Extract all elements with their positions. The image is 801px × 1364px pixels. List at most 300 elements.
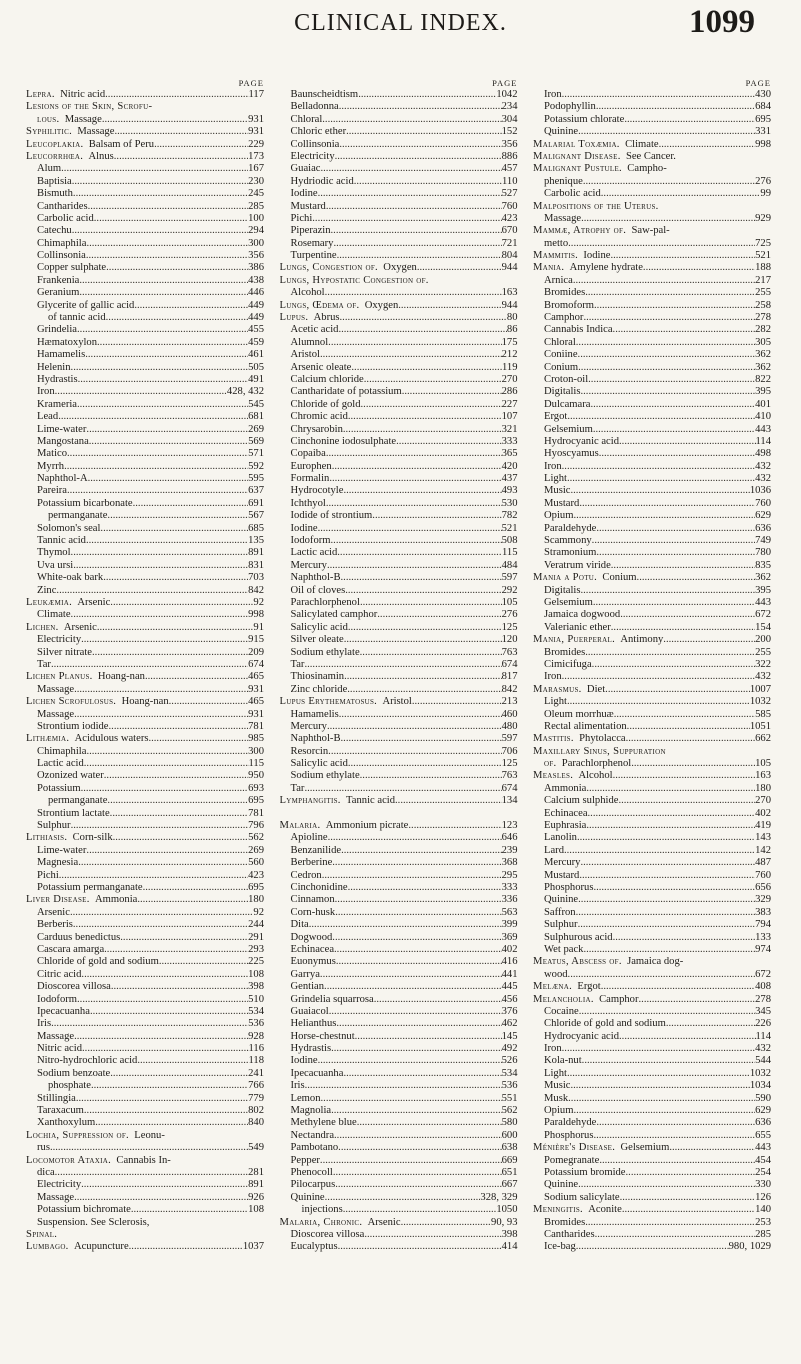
- leader-dots: [92, 647, 248, 659]
- index-term: Sulphur: [37, 820, 71, 832]
- page-reference: 154: [755, 621, 771, 633]
- leader-dots: [113, 832, 248, 844]
- index-heading: Lymphangitis.: [279, 795, 341, 807]
- page-reference: 225: [248, 956, 264, 968]
- leader-dots: [84, 1105, 248, 1117]
- leader-dots: [120, 932, 248, 944]
- index-entry: [280, 1204, 518, 1216]
- index-entry: [280, 622, 518, 634]
- index-heading: Melancholia.: [533, 993, 594, 1005]
- page-reference: 295: [501, 869, 518, 881]
- index-term: Camphor: [544, 312, 584, 324]
- index-entry: [533, 684, 771, 696]
- page-reference: 255: [755, 646, 771, 658]
- index-heading: Syphilitic.: [26, 126, 73, 138]
- leader-dots: [408, 820, 501, 832]
- leader-dots: [325, 287, 502, 299]
- index-term: Cinchonidine: [290, 882, 348, 893]
- index-term: Massage: [544, 212, 582, 224]
- index-term: Iron: [544, 89, 562, 100]
- index-term: Antimony: [620, 634, 664, 646]
- index-term: Paraldehyde: [544, 522, 597, 534]
- index-entry: [280, 262, 518, 274]
- page-reference: 362: [755, 349, 771, 361]
- index-term: Saffron: [544, 906, 576, 918]
- leader-dots: [97, 337, 248, 349]
- index-term: Pareira: [37, 485, 67, 497]
- page-reference: 254: [755, 1166, 771, 1178]
- leader-dots: [585, 647, 755, 659]
- page-reference: 428, 432: [226, 386, 264, 398]
- leader-dots: [568, 969, 756, 981]
- index-term: Berberis: [37, 919, 73, 931]
- page-reference: 395: [755, 584, 771, 596]
- index-entry: [533, 832, 771, 844]
- page-reference: 276: [501, 609, 518, 621]
- page-reference: 100: [248, 212, 264, 224]
- page-reference: 505: [248, 361, 264, 373]
- leader-dots: [329, 1006, 502, 1018]
- page-reference: 126: [755, 1191, 771, 1203]
- index-heading: Measles.: [533, 770, 574, 782]
- leader-dots: [590, 399, 755, 411]
- page-reference: 330: [755, 1179, 771, 1191]
- index-entry: [26, 845, 264, 857]
- leader-dots: [578, 126, 755, 138]
- page-reference: 781: [248, 807, 264, 819]
- leader-dots: [568, 238, 755, 250]
- page-reference: 432: [755, 1043, 771, 1055]
- page-reference: 258: [755, 299, 771, 311]
- leader-dots: [148, 733, 248, 745]
- index-entry: [533, 1130, 771, 1142]
- page-reference: 926: [248, 1191, 264, 1203]
- index-entry: [26, 362, 264, 374]
- page-reference: 571: [248, 448, 264, 460]
- leader-dots: [88, 473, 249, 485]
- index-term: Alum: [37, 163, 62, 175]
- index-term: Taraxacum: [37, 1105, 84, 1117]
- index-term: Thymol: [37, 547, 71, 559]
- index-term: Alcohol: [290, 287, 325, 299]
- leader-dots: [70, 907, 253, 919]
- index-column-1: [26, 78, 264, 1353]
- index-heading: Marasmus.: [533, 683, 582, 695]
- index-term: Ammonia: [544, 782, 587, 794]
- index-term: Tannic acid: [37, 535, 86, 547]
- index-term: Chloral: [544, 336, 576, 348]
- leader-dots: [320, 349, 502, 361]
- index-term: Potassium permanganate: [37, 882, 143, 893]
- index-heading: Mammæ, Atrophy of.: [533, 225, 627, 237]
- index-term: Music: [544, 485, 571, 497]
- leader-dots: [56, 585, 248, 597]
- index-entry: [533, 808, 771, 820]
- index-entry: [280, 163, 518, 175]
- page-reference: 600: [501, 1129, 518, 1141]
- index-entry: [26, 547, 264, 559]
- index-entry: [26, 684, 264, 696]
- index-term: Chloric ether: [290, 126, 347, 138]
- index-entry: [533, 89, 771, 101]
- index-term: Guaiac: [290, 163, 321, 175]
- index-term: Carduus benedictus: [37, 931, 121, 943]
- index-entry: [280, 101, 518, 113]
- leader-dots: [77, 994, 248, 1006]
- index-term: Sulphur: [544, 919, 578, 931]
- index-term: Oxygen: [364, 299, 399, 311]
- page-reference: 278: [755, 312, 771, 324]
- index-term: Potassium bicarbonate: [37, 497, 133, 509]
- index-entry: [533, 262, 771, 274]
- index-term: Hydrocyanic acid: [544, 435, 620, 447]
- index-term: Musk: [544, 1092, 569, 1104]
- index-entry: [533, 1068, 771, 1080]
- leader-dots: [86, 424, 248, 436]
- index-entry: [533, 374, 771, 386]
- page-reference: 681: [248, 411, 264, 423]
- leader-dots: [77, 324, 248, 336]
- index-term: Chloride of gold and sodium: [37, 956, 159, 968]
- index-entry: [26, 300, 264, 312]
- index-term: Arsenic oleate: [290, 361, 352, 373]
- index-entry: [280, 671, 518, 683]
- page-reference: 804: [501, 250, 518, 262]
- index-entry: [26, 832, 264, 844]
- page-reference: 931: [248, 113, 264, 125]
- index-entry: [533, 275, 771, 287]
- index-entry: [280, 498, 518, 510]
- leader-dots: [364, 1229, 501, 1241]
- index-entry: [533, 151, 771, 163]
- page-reference: 398: [248, 981, 264, 993]
- index-entry: [280, 870, 518, 882]
- index-entry: [26, 1241, 264, 1253]
- index-term: Climate: [625, 138, 659, 150]
- page-reference: 173: [248, 150, 264, 162]
- index-entry: [533, 1241, 771, 1253]
- index-term: Leonu-: [134, 1129, 165, 1141]
- index-entry: [26, 238, 264, 250]
- leader-dots: [343, 486, 501, 498]
- page-reference: 402: [501, 943, 518, 955]
- index-entry: [280, 932, 518, 944]
- index-entry: [26, 882, 264, 894]
- leader-dots: [611, 560, 755, 572]
- page-reference: 915: [248, 634, 264, 646]
- index-heading: Malarial Toxæmia.: [533, 138, 620, 150]
- index-term: Massage: [37, 1191, 75, 1203]
- leader-dots: [583, 944, 755, 956]
- index-entry: [533, 250, 771, 262]
- leader-dots: [328, 832, 502, 844]
- leader-dots: [338, 1241, 502, 1253]
- page-reference: 92: [253, 906, 264, 918]
- index-term: Sodium salicylate: [544, 1191, 620, 1203]
- column-page-label: PAGE: [492, 78, 518, 88]
- index-term: Frankenia: [37, 274, 80, 286]
- page-reference: 200: [755, 634, 771, 646]
- page-reference: 226: [755, 1018, 771, 1030]
- index-term: Arnica: [544, 274, 573, 286]
- leader-dots: [81, 783, 249, 795]
- index-heading: Lesions of the Skin, Scrofu-: [26, 101, 153, 113]
- leader-dots: [626, 1167, 756, 1179]
- index-entry: [26, 696, 264, 708]
- index-entry: [26, 944, 264, 956]
- index-entry: [533, 845, 771, 857]
- page-reference: 114: [755, 435, 771, 447]
- page-reference: 108: [248, 968, 264, 980]
- index-entry: [26, 287, 264, 299]
- leader-dots: [51, 659, 248, 671]
- index-entry: [280, 386, 518, 398]
- index-entry: [533, 1142, 771, 1154]
- index-column-2: [280, 78, 518, 1353]
- index-term: Horse-chestnut: [290, 1030, 355, 1042]
- index-term: Phenocoll: [290, 1166, 333, 1178]
- page-reference: 345: [755, 1005, 771, 1017]
- index-entry: [280, 1055, 518, 1067]
- leader-dots: [81, 969, 248, 981]
- page-reference: 950: [248, 770, 264, 782]
- leader-dots: [585, 1217, 755, 1229]
- index-term: Potassium bichromate: [37, 1204, 131, 1216]
- leader-dots: [402, 386, 502, 398]
- index-entry: [26, 176, 264, 188]
- page-reference: 90, 93: [491, 1216, 518, 1228]
- index-term: Copaiba: [290, 448, 326, 460]
- leader-dots: [588, 374, 755, 386]
- leader-dots: [626, 733, 756, 745]
- index-entry: [533, 770, 771, 782]
- leader-dots: [322, 114, 501, 126]
- index-entry: [280, 1043, 518, 1055]
- page-reference: 544: [755, 1055, 771, 1067]
- leader-dots: [337, 250, 502, 262]
- leader-dots: [304, 659, 501, 671]
- leader-dots: [137, 894, 248, 906]
- index-columns: [26, 78, 771, 1353]
- index-term: Oleum morrhuæ: [544, 708, 614, 720]
- index-entry: [280, 287, 518, 299]
- leader-dots: [357, 1117, 502, 1129]
- index-entry: [533, 944, 771, 956]
- page-reference: 399: [501, 919, 518, 931]
- leader-dots: [110, 808, 248, 820]
- page-reference: 721: [501, 237, 518, 249]
- index-entry: [280, 374, 518, 386]
- page-reference: 629: [755, 510, 771, 522]
- leader-dots: [312, 213, 501, 225]
- index-entry: [26, 126, 264, 138]
- index-entry: [26, 101, 264, 113]
- index-term: Uva ursi: [37, 559, 74, 571]
- leader-dots: [143, 882, 248, 894]
- page-reference: 117: [248, 89, 264, 100]
- page-reference: 551: [501, 1092, 518, 1104]
- index-entry: [533, 349, 771, 361]
- index-entry: [280, 981, 518, 993]
- leader-dots: [64, 461, 248, 473]
- index-heading: Lichen Scrofulosus.: [26, 696, 117, 708]
- index-term: Ammonium picrate: [325, 820, 409, 832]
- leader-dots: [320, 969, 502, 981]
- leader-dots: [337, 547, 502, 559]
- index-entry: [533, 213, 771, 225]
- leader-dots: [334, 944, 502, 956]
- index-entry: [26, 461, 264, 473]
- leader-dots: [328, 337, 501, 349]
- index-term: Iron: [544, 460, 562, 472]
- page-reference: 92: [253, 597, 264, 608]
- index-entry: [533, 758, 771, 770]
- page-reference: 437: [501, 473, 518, 485]
- index-term: Iodine: [583, 250, 611, 262]
- index-entry: [533, 1006, 771, 1018]
- leader-dots: [114, 126, 248, 138]
- leader-dots: [643, 262, 755, 274]
- index-entry: [280, 1093, 518, 1105]
- page-reference: 929: [755, 212, 771, 224]
- page-reference: 562: [248, 832, 264, 844]
- index-term: Bismuth: [37, 188, 73, 200]
- index-term: Hoang-nan: [121, 696, 169, 708]
- leader-dots: [611, 622, 755, 634]
- page-reference: 842: [248, 584, 264, 596]
- leader-dots: [50, 1142, 248, 1154]
- leader-dots: [562, 461, 755, 473]
- index-entry: [26, 163, 264, 175]
- index-term: Zinc chloride: [290, 683, 348, 695]
- page-reference: 230: [248, 175, 264, 187]
- page-reference: 802: [248, 1105, 264, 1117]
- index-heading: Maxillary Sinus, Suppuration: [533, 745, 666, 757]
- leader-dots: [71, 820, 249, 832]
- page-reference: 766: [248, 1080, 264, 1092]
- leader-dots: [593, 424, 755, 436]
- leader-dots: [360, 647, 502, 659]
- leader-dots: [334, 1130, 502, 1142]
- index-entry: [26, 560, 264, 572]
- index-term: Baptisia: [37, 175, 72, 187]
- index-entry: [533, 424, 771, 436]
- page-reference: 135: [248, 535, 264, 547]
- page-reference: 432: [755, 473, 771, 485]
- page-reference: 695: [248, 795, 264, 807]
- index-term: Gelsemium: [620, 1142, 670, 1154]
- page-reference: 125: [501, 621, 518, 633]
- index-term: Hydrocyanic acid: [544, 1030, 620, 1042]
- leader-dots: [582, 1055, 755, 1067]
- index-entry: [280, 411, 518, 423]
- index-term: Balsam of Peru: [88, 138, 155, 150]
- leader-dots: [71, 362, 249, 374]
- page-reference: 180: [248, 894, 264, 906]
- page-reference: 763: [501, 646, 518, 658]
- page-reference: 91: [253, 621, 264, 633]
- index-term: Potassium: [37, 782, 81, 794]
- leader-dots: [335, 1179, 501, 1191]
- index-column-3: [533, 78, 771, 1353]
- index-term: Hydrastis: [290, 1043, 332, 1055]
- page-reference: 443: [755, 597, 771, 608]
- index-term: Piperazin: [290, 225, 331, 237]
- leader-dots: [86, 250, 248, 262]
- index-term: Chimaphila: [37, 237, 87, 249]
- index-entry: [533, 535, 771, 547]
- page-reference: 239: [501, 844, 518, 856]
- page-reference: 410: [755, 411, 771, 423]
- index-entry: [533, 857, 771, 869]
- leader-dots: [103, 572, 248, 584]
- index-entry: [533, 894, 771, 906]
- page-reference: 285: [248, 200, 264, 212]
- index-term: Lactic acid: [37, 758, 84, 770]
- leader-dots: [106, 312, 248, 324]
- page-reference: 794: [755, 919, 771, 931]
- index-entry: [533, 1204, 771, 1216]
- index-entry: [280, 151, 518, 163]
- page-reference: 328, 329: [480, 1191, 518, 1203]
- index-entry: [26, 201, 264, 213]
- index-entry: [533, 139, 771, 151]
- page-reference: 455: [248, 324, 264, 336]
- page-reference: 416: [501, 956, 518, 968]
- index-entry: [533, 163, 771, 175]
- index-entry: [533, 312, 771, 324]
- index-term: Bromides: [544, 646, 586, 658]
- leader-dots: [610, 250, 755, 262]
- index-entry: [26, 820, 264, 832]
- leader-dots: [577, 832, 755, 844]
- index-entry: [533, 176, 771, 188]
- index-term: Bromides: [544, 1216, 586, 1228]
- index-term: Ichthyol: [290, 497, 326, 509]
- index-entry: [26, 932, 264, 944]
- leader-dots: [97, 622, 254, 634]
- index-term: Mercury: [290, 559, 327, 571]
- page-reference: 432: [755, 671, 771, 683]
- index-term: Bromides: [544, 287, 586, 299]
- leader-dots: [592, 535, 755, 547]
- index-term: Gentian: [290, 981, 325, 993]
- index-entry: [533, 1043, 771, 1055]
- index-heading: Spinal.: [26, 1228, 58, 1240]
- index-entry: [533, 287, 771, 299]
- index-entry: [533, 436, 771, 448]
- leader-dots: [335, 151, 502, 163]
- page-reference: 167: [248, 163, 264, 175]
- leader-dots: [631, 758, 755, 770]
- index-term: Kola-nut: [544, 1055, 582, 1067]
- page-reference: 545: [248, 398, 264, 410]
- leader-dots: [358, 89, 496, 101]
- index-entry: [533, 448, 771, 460]
- index-entry: [533, 411, 771, 423]
- leader-dots: [129, 1241, 243, 1253]
- leader-dots: [564, 845, 755, 857]
- index-entry: [533, 820, 771, 832]
- page-reference: 420: [501, 460, 518, 472]
- leader-dots: [562, 1043, 755, 1055]
- index-entry: [533, 1192, 771, 1204]
- page-reference: 527: [501, 188, 518, 200]
- leader-dots: [585, 287, 755, 299]
- leader-dots: [596, 1117, 755, 1129]
- index-entry: [280, 1006, 518, 1018]
- leader-dots: [77, 399, 248, 411]
